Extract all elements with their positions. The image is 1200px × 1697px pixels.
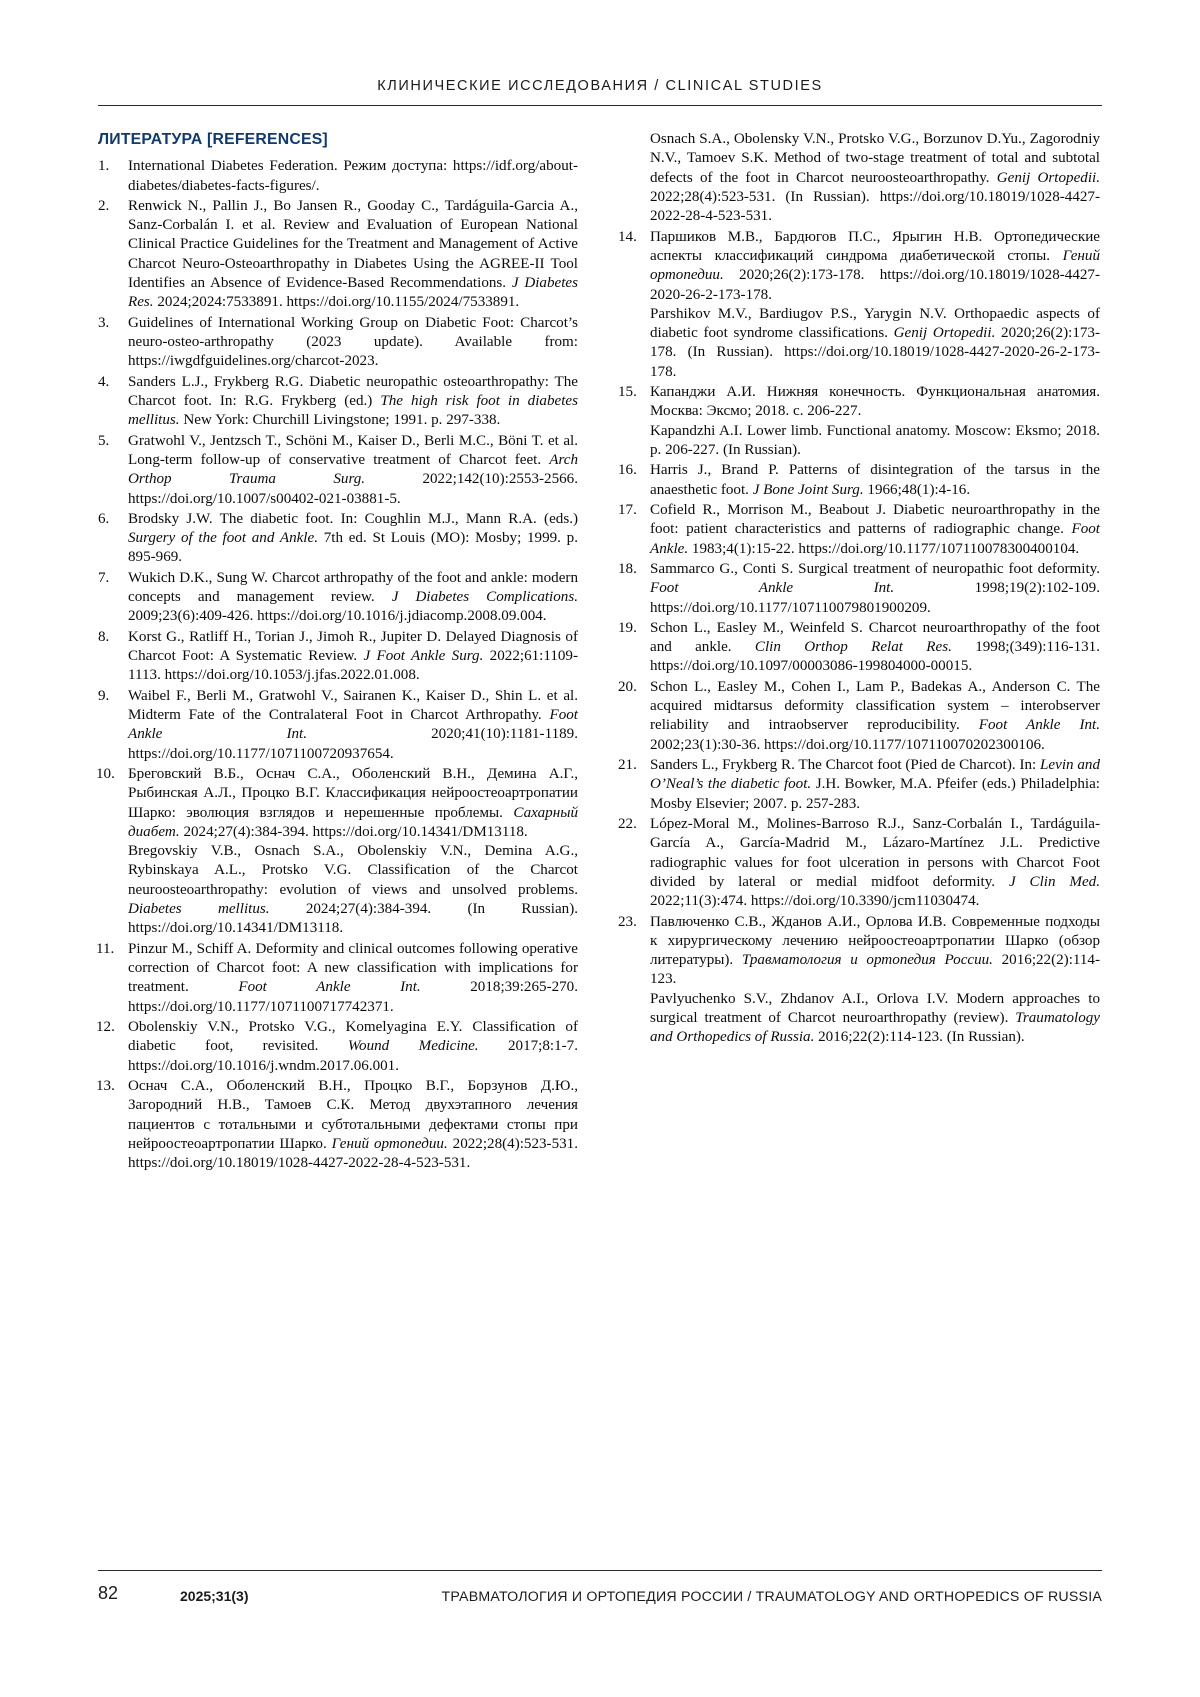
reference-main: Бреговский В.Б., Оснач С.А., Оболенский В.Н., Демина А.Г., Рыбинская А.Л., Процко В.Г. Классификация нейроостеоартропатии Шарко: эволюция взглядов и нерешенные проблемы. — [128, 765, 578, 821]
section-title: ЛИТЕРАТУРА [REFERENCES] — [98, 131, 328, 148]
reference-text — [128, 569, 578, 627]
reference-text — [650, 501, 1100, 559]
reference-tail: 2022;28(4):523-531. (In Russian). https://doi.org/10.18019/1028-4427-2022-28-4-523-531. — [650, 188, 1100, 225]
reference-text — [650, 913, 1100, 990]
reference-number: 4. — [98, 373, 110, 390]
reference-text — [128, 157, 578, 196]
reference-translation-source: Diabetes mellitus. — [128, 901, 270, 918]
reference-item — [98, 1077, 578, 1174]
reference-number: 8. — [98, 628, 110, 645]
reference-translation-main: Parshikov M.V., Bardiugov P.S., Yarygin N.V. Orthopaedic aspects of diabetic foot syndrome classifications. — [650, 305, 1100, 342]
reference-main: Wukich D.K., Sung W. Charcot arthropathy of the foot and ankle: modern concepts and management review. — [128, 569, 578, 606]
reference-number: 14. — [618, 228, 637, 245]
reference-text — [650, 815, 1100, 912]
reference-number: 18. — [618, 560, 637, 577]
reference-text — [650, 619, 1100, 677]
reference-main: Schon L., Easley M., Weinfeld S. Charcot neuroarthropathy of the foot and ankle. — [650, 619, 1100, 656]
reference-item — [620, 130, 1100, 227]
reference-text — [128, 765, 578, 842]
reference-tail: 1998;19(2):102-109. https://doi.org/10.1177/107110079801900209. — [650, 580, 1100, 616]
reference-main: Паршиков М.В., Бардюгов П.С., Ярыгин Н.В. Ортопедические аспекты классификаций синдрома диабетической стопы. — [650, 228, 1100, 264]
reference-main: Капанджи А.И. Нижняя конечность. Функциональная анатомия. Москва: Эксмо; 2018. с. 206-227. — [650, 384, 1100, 420]
reference-main: Harris J., Brand P. Patterns of disintegration of the tarsus in the anaesthetic foot. — [650, 462, 1100, 498]
reference-text — [128, 1018, 578, 1076]
reference-tail: 2018;39:265-270. https://doi.org/10.1177/1071100717742371. — [128, 979, 579, 1015]
reference-translation — [128, 842, 578, 939]
reference-source: Foot Ankle Int. — [650, 580, 895, 597]
reference-main: Renwick N., Pallin J., Bo Jansen R., Gooday C., Tardáguila-Garcia A., Sanz-Corbalán I. et al. Review and Evaluation of European National Clinical Practice Guidelines for the Treatment and Management of Active Charcot Neuro-Osteoarthropathy in Diabetes Using the AGREE-II Tool Identifies an Absence of Evidence-Based Recommendations. — [128, 197, 578, 292]
reference-number: 13. — [96, 1077, 115, 1094]
reference-item — [620, 228, 1100, 383]
reference-number: 7. — [98, 569, 110, 586]
reference-number: 2. — [98, 197, 110, 214]
reference-translation-tail: 2020;26(2):173-178. (In Russian). https://doi.org/10.18019/1028-4427-2020-26-2-173-178. — [650, 325, 1100, 380]
reference-translation — [650, 990, 1100, 1048]
reference-main: International Diabetes Federation. Режим доступа: https://idf.org/about-diabetes/diabetes-facts-figures/. — [128, 158, 578, 194]
reference-translation-main: Kapandzhi A.I. Lower limb. Functional anatomy. Moscow: Eksmo; 2018. p. 206-227. (In Russian). — [650, 422, 1100, 458]
reference-item — [620, 678, 1100, 755]
reference-item — [98, 687, 578, 764]
journal-name: ТРАВМАТОЛОГИЯ И ОРТОПЕДИЯ РОССИИ / TRAUMATOLOGY AND ORTHOPEDICS OF RUSSIA — [441, 1589, 1102, 1605]
reference-text — [128, 314, 578, 372]
reference-source: Arch Orthop Trauma Surg. — [128, 451, 578, 488]
reference-number: 11. — [96, 940, 115, 957]
footer-divider — [98, 1570, 1102, 1571]
reference-tail: 2016;22(2):114-123. — [650, 952, 1101, 988]
reference-tail: 1998;(349):116-131. https://doi.org/10.1097/00003086-199804000-00015. — [650, 639, 1100, 675]
reference-item — [98, 1018, 578, 1076]
reference-tail: 1966;48(1):4-16. — [863, 481, 971, 498]
reference-source: Foot Ankle. — [650, 521, 1100, 557]
reference-source: Травматология и ортопедия России. — [741, 952, 993, 969]
reference-item — [98, 569, 578, 627]
reference-number: 6. — [98, 510, 110, 527]
reference-number: 1. — [98, 158, 110, 175]
reference-translation-main: Pavlyuchenko S.V., Zhdanov A.I., Orlova I.V. Modern approaches to surgical treatment of Charcot neuroarthropathy (review). — [650, 990, 1100, 1027]
reference-source: Гений ортопедии. — [650, 247, 1100, 284]
reference-source: Foot Ankle Int. — [238, 979, 421, 996]
reference-tail: 2024;2024:7533891. https://doi.org/10.1155/2024/7533891. — [153, 294, 520, 311]
reference-tail: New York: Churchill Livingstone; 1991. p. 297-338. — [179, 412, 501, 429]
reference-main: Korst G., Ratliff H., Torian J., Jimoh R., Jupiter D. Delayed Diagnosis of Charcot Foot: A Systematic Review. — [128, 628, 578, 665]
reference-text — [650, 560, 1100, 618]
reference-text — [128, 628, 578, 686]
reference-source: Surgery of the foot and Ankle. — [128, 530, 318, 547]
reference-text — [128, 687, 578, 764]
reference-tail: 2022;11(3):474. https://doi.org/10.3390/jcm11030474. — [650, 893, 980, 910]
reference-source: J Diabetes Complications. — [391, 589, 578, 606]
reference-main: Павлюченко С.В., Жданов А.И., Орлова И.В. Современные подходы к хирургическому лечению нейроостеоартропатии Шарко (обзор литературы). — [650, 913, 1100, 969]
reference-translation-source: Traumatology and Orthopedics of Russia. — [650, 1010, 1100, 1046]
reference-text — [650, 228, 1100, 305]
reference-item — [620, 913, 1100, 1048]
reference-main: Sanders L.J., Frykberg R.G. Diabetic neuropathic osteoarthropathy: The Charcot foot. In: R.G. Frykberg (ed.) — [128, 373, 578, 409]
reference-tail: 2017;8:1-7. https://doi.org/10.1016/j.wndm.2017.06.001. — [128, 1038, 578, 1074]
reference-item — [620, 619, 1100, 677]
page-number: 82 — [98, 1583, 119, 1603]
reference-translation-main: Bregovskiy V.B., Osnach S.A., Obolenskiy V.N., Demina A.G., Rybinskaya A.L., Protsko V.G. Classification of the Charcot neuroosteoarthropathy: evolution of views and unsolved problems. — [128, 843, 578, 898]
reference-number: 19. — [618, 619, 637, 636]
reference-translation-source: Genij Ortopedii. — [893, 325, 996, 342]
issue-info: 2025;31(3) — [180, 1588, 249, 1604]
reference-item — [98, 314, 578, 372]
reference-text — [128, 432, 578, 509]
left-column — [98, 130, 578, 1174]
reference-number: 9. — [98, 687, 110, 704]
running-head: КЛИНИЧЕСКИЕ ИССЛЕДОВАНИЯ / CLINICAL STUDIES — [377, 78, 823, 94]
reference-text — [128, 197, 578, 313]
reference-list-right — [620, 130, 1100, 1048]
reference-item — [620, 756, 1100, 814]
reference-item — [620, 501, 1100, 559]
reference-source: Levin and O’Neal’s the diabetic foot. — [650, 757, 1101, 793]
reference-tail: 7th ed. St Louis (MO): Mosby; 1999. p. 895-969. — [128, 530, 578, 566]
reference-tail: 2022;142(10):2553-2566. https://doi.org/10.1007/s00402-021-03881-5. — [128, 471, 578, 507]
reference-source: Foot Ankle Int. — [978, 717, 1101, 734]
reference-number: 3. — [98, 314, 110, 331]
reference-number: 10. — [96, 765, 115, 782]
reference-translation — [650, 305, 1100, 382]
reference-source: The high risk foot in diabetes mellitus. — [128, 392, 578, 429]
reference-source: J Diabetes Res. — [128, 275, 578, 311]
reference-source: J Bone Joint Surg. — [752, 481, 864, 498]
reference-number: 16. — [618, 462, 637, 479]
reference-text — [128, 373, 578, 431]
reference-item — [98, 157, 578, 196]
reference-main: Pinzur M., Schiff A. Deformity and clinical outcomes following operative correction of Charcot foot: A new classification with implications for treatment. — [128, 940, 578, 996]
reference-source: Гений ортопедии. — [331, 1135, 448, 1152]
reference-number: 12. — [96, 1018, 115, 1035]
reference-tail: 1983;4(1):15-22. https://doi.org/10.1177/107110078300400104. — [688, 540, 1080, 557]
reference-item — [98, 197, 578, 313]
reference-source: Foot Ankle Int. — [128, 706, 578, 743]
reference-source: Сахарный диабет. — [128, 804, 578, 840]
reference-source: Clin Orthop Relat Res. — [754, 639, 952, 656]
reference-number: 22. — [618, 815, 637, 832]
reference-main: Sanders L., Frykberg R. The Charcot foot (Pied de Charcot). In: — [650, 757, 1041, 773]
reference-translation-tail: 2016;22(2):114-123. (In Russian). — [814, 1029, 1025, 1046]
reference-main: Оснач С.А., Оболенский В.Н., Процко В.Г., Борзунов Д.Ю., Загородний Н.В., Тамоев С.К. Метод двухэтапного лечения пациентов с тотальными и субтотальными дефектами стопы при нейроостеоартропатии Шарко. — [128, 1077, 578, 1152]
reference-item — [620, 815, 1100, 912]
reference-number: 5. — [98, 432, 110, 449]
reference-number: 23. — [618, 913, 637, 930]
reference-main: Obolenskiy V.N., Protsko V.G., Komelyagina E.Y. Classification of diabetic foot, revisited. — [128, 1018, 578, 1055]
reference-source: Genij Ortopedii. — [996, 169, 1100, 186]
reference-translation — [650, 422, 1100, 461]
reference-main: Cofield R., Morrison M., Beabout J. Diabetic neuroarthropathy in the foot: patient characteristics and patterns of radiographic change. — [650, 501, 1100, 538]
reference-tail: 2022;28(4):523-531. https://doi.org/10.18019/1028-4427-2022-28-4-523-531. — [128, 1135, 579, 1172]
reference-item — [620, 383, 1100, 460]
reference-text — [128, 510, 578, 568]
reference-tail: J.H. Bowker, M.A. Pfeifer (eds.) Philadelphia: Mosby Elsevier; 2007. p. 257-283. — [650, 776, 1100, 812]
reference-main: Waibel F., Berli M., Gratwohl V., Sairanen K., Kaiser D., Shin L. et al. Midterm Fate of the Contralateral Foot in Charcot Arthropathy. — [128, 687, 578, 723]
reference-tail: 2022;61:1109-1113. https://doi.org/10.1053/j.jfas.2022.01.008. — [128, 648, 579, 684]
reference-main: Gratwohl V., Jentzsch T., Schöni M., Kaiser D., Berli M.C., Böni T. et al. Long-term follow-up of conservative treatment of Charcot feet. — [128, 432, 578, 468]
reference-text — [650, 461, 1100, 500]
reference-source: J Clin Med. — [1008, 873, 1100, 890]
reference-number: 20. — [618, 678, 637, 695]
reference-item — [98, 510, 578, 568]
reference-number: 21. — [618, 757, 637, 773]
reference-main: López-Moral M., Molines-Barroso R.J., Sanz-Corbalán I., Tardáguila-García A., García-Madrid M., Lázaro-Martínez J.L. Predictive radiographic values for foot ulceration in persons with Charcot Foot divided by lateral or medial midfoot deformity. — [650, 815, 1100, 890]
reference-tail: 2009;23(6):409-426. https://doi.org/10.1016/j.jdiacomp.2008.09.004. — [128, 608, 547, 625]
header-divider — [98, 105, 1102, 106]
reference-number: 17. — [618, 501, 637, 518]
reference-source: Wound Medicine. — [347, 1038, 479, 1055]
reference-item — [620, 461, 1100, 500]
reference-item — [620, 560, 1100, 618]
reference-source: J Foot Ankle Surg. — [363, 648, 484, 665]
reference-item — [98, 765, 578, 939]
reference-translation-tail: 2024;27(4):384-394. (In Russian). https://doi.org/10.14341/DM13118. — [128, 901, 578, 937]
reference-tail: 2002;23(1):30-36. https://doi.org/10.1177/107110070202300106. — [650, 736, 1045, 753]
reference-text — [128, 940, 578, 1017]
reference-number: 15. — [618, 384, 637, 401]
right-column — [620, 130, 1100, 1049]
reference-text — [650, 756, 1100, 814]
reference-item — [98, 628, 578, 686]
reference-tail: 2024;27(4):384-394. https://doi.org/10.14341/DM13118. — [179, 823, 528, 840]
reference-item — [98, 373, 578, 431]
reference-text — [650, 130, 1100, 227]
reference-tail: 2020;41(10):1181-1189. https://doi.org/10.1177/1071100720937654. — [128, 726, 578, 762]
reference-item — [98, 940, 578, 1017]
reference-list-left — [98, 157, 578, 1173]
reference-main: Brodsky J.W. The diabetic foot. In: Coughlin M.J., Mann R.A. (eds.) — [128, 510, 578, 527]
reference-text — [128, 1077, 578, 1174]
reference-item — [98, 432, 578, 509]
reference-text — [650, 678, 1100, 755]
reference-main: Sammarco G., Conti S. Surgical treatment of neuropathic foot deformity. — [650, 560, 1100, 577]
reference-text — [650, 383, 1100, 422]
reference-main: Osnach S.A., Obolensky V.N., Protsko V.G., Borzunov D.Yu., Zagorodniy N.V., Tamoev S.K. Method of two-stage treatment of total and subtotal defects of the foot in Charcot neuroosteoarthropathy. — [650, 131, 1100, 186]
reference-tail: 2020;26(2):173-178. https://doi.org/10.18019/1028-4427-2020-26-2-173-178. — [650, 267, 1100, 303]
reference-main: Guidelines of International Working Group on Diabetic Foot: Charcot’s neuro-osteo-arthropathy (2023 update). Available from: https://iwgdfguidelines.org/charcot-2023. — [128, 314, 578, 370]
reference-main: Schon L., Easley M., Cohen I., Lam P., Badekas A., Anderson C. The acquired midtarsus deformity classification system – interobserver reliability and intraobserver reproducibility. — [650, 678, 1100, 734]
